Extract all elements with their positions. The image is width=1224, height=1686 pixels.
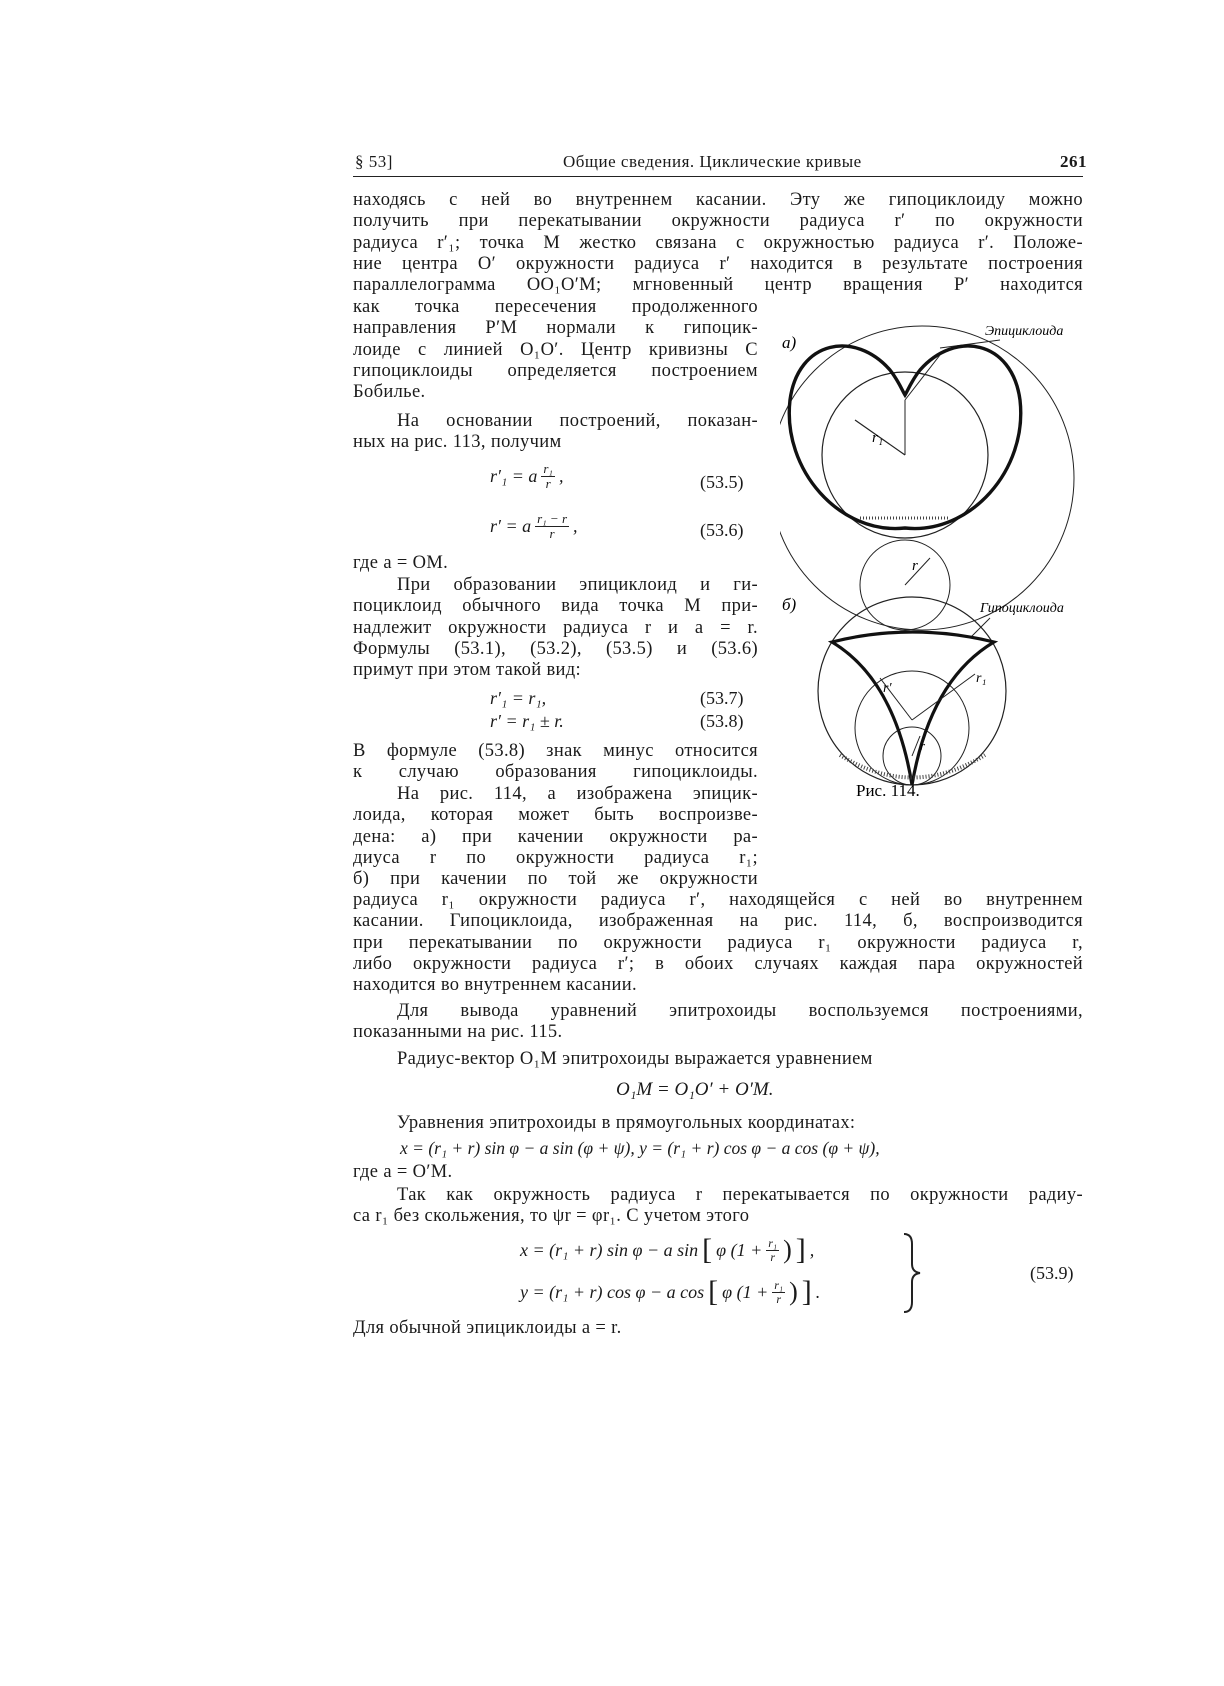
- text-line: надлежит окружности радиуса r и a = r.: [353, 617, 758, 638]
- eq-y-part: y = (r₁ + r) cos φ − a cos: [520, 1281, 705, 1302]
- figure-label-a: а): [782, 333, 797, 352]
- figure-114: [780, 300, 1100, 870]
- equation-number-53-5: (53.5): [700, 472, 744, 492]
- eq-fraction: [772, 1279, 785, 1306]
- eq-53-9-y-row: [520, 1274, 820, 1310]
- text-line: На рис. 114, a изображена эпицик-: [397, 784, 758, 804]
- running-title: Общие сведения. Циклические кривые: [563, 152, 862, 171]
- text-line: ние центра O′ окружности радиуса r′ находится в результате построения: [353, 253, 1083, 274]
- equation-number-53-9: (53.9): [1030, 1263, 1074, 1283]
- vector-equation: O₁M = O₁O′ + O′M.: [616, 1079, 774, 1100]
- text-line: касании. Гипоциклоида, изображенная на рис. 114, б, воспроизводится: [353, 911, 1083, 932]
- equation-53-8: r′ = r₁ ± r.: [490, 711, 564, 731]
- eq-inner: φ (1 +: [722, 1281, 769, 1302]
- eq-y-end: .: [815, 1281, 821, 1302]
- text-line: направления P′M нормали к гипоцик-: [353, 318, 758, 339]
- paren-close: ): [783, 1235, 792, 1264]
- eq-fraction: [766, 1237, 779, 1264]
- label-r-a: r: [912, 558, 918, 574]
- equation-number-53-6: (53.6): [700, 520, 744, 540]
- text-line: б) при качении по той же окружности: [353, 869, 758, 890]
- text-line: При образовании эпициклоид и ги-: [397, 575, 758, 595]
- text-line: поциклоид обычного вида точка M при-: [353, 596, 758, 617]
- equation-number-53-8: (53.8): [700, 711, 744, 731]
- text-line: В формуле (53.8) знак минус относится: [353, 741, 758, 761]
- figure-caption: Рис. 114.: [856, 781, 920, 800]
- eq-tail: ,: [558, 466, 564, 486]
- bracket-close: ]: [801, 1275, 812, 1308]
- radius-vector-line: Радиус-вектор O₁M эпитрохоиды выражается уравнением: [397, 1049, 873, 1069]
- hypocycloid-curve: [832, 632, 994, 785]
- text-line: лоида, которая может быть воспроизве-: [353, 805, 758, 826]
- text-line: параллелограмма OO₁O′M; мгновенный центр вращения P′ находится: [353, 275, 1083, 296]
- equation-53-7: r′₁ = r₁,: [490, 688, 547, 708]
- label-r1-b: r₁: [976, 671, 987, 686]
- text-line: Для вывода уравнений эпитрохоиды воспользуемся построениями,: [397, 1001, 1083, 1021]
- equation-53-9: [520, 1232, 820, 1310]
- eq-53-9-x-row: [520, 1232, 820, 1268]
- text-line: Бобилье.: [353, 382, 426, 403]
- coords-intro: Уравнения эпитрохоиды в прямоугольных координатах:: [397, 1113, 856, 1133]
- text-line: к случаю образования гипоциклоиды.: [353, 762, 758, 783]
- text-line: показанными на рис. 115.: [353, 1022, 563, 1043]
- text-line: как точка пересечения продолженного: [353, 297, 758, 317]
- text-line: Так как окружность радиуса r перекатывается по окружности радиу-: [397, 1185, 1083, 1205]
- bracket-close: ]: [795, 1233, 806, 1266]
- text-line: при перекатывании по окружности радиуса r₁ окружности радиуса r,: [353, 932, 1083, 953]
- text-line: находясь с ней во внутреннем касании. Эту же гипоциклоиду можно: [353, 190, 1083, 210]
- label-r-b: r: [920, 738, 926, 753]
- frac-den: r: [545, 476, 551, 491]
- bracket-open: [: [702, 1233, 713, 1266]
- equation-53-5: [490, 462, 563, 491]
- eq-x-part: x = (r₁ + r) sin φ − a sin: [520, 1239, 699, 1260]
- frac-den: r: [770, 1249, 776, 1264]
- eq-fraction: [535, 512, 569, 541]
- paragraph-full-3: [353, 1185, 1083, 1228]
- frac-den: r: [549, 526, 555, 541]
- frac-num: r₁: [774, 1277, 784, 1292]
- rolling-circle-b1: [855, 671, 969, 785]
- text-line: са r₁ без скольжения, то ψr = φr₁. С учетом этого: [353, 1206, 750, 1227]
- paragraph-left-5: [353, 784, 758, 890]
- section-marker: § 53]: [355, 152, 393, 171]
- text-line: находится во внутреннем касании.: [353, 975, 637, 996]
- text-line: либо окружности радиуса r′; в обоих случаях каждая пара окружностей: [353, 953, 1083, 974]
- text-line: ных на рис. 113, получим: [353, 432, 562, 453]
- equation-number-53-7: (53.7): [700, 688, 744, 708]
- eq-fraction: [541, 462, 555, 491]
- figure-label-b: б): [782, 595, 797, 614]
- paragraph-top: [353, 190, 1083, 296]
- eq-x-end: ,: [809, 1239, 815, 1260]
- text-line: дена: а) при качении окружности ра-: [353, 826, 758, 847]
- page-number: 261: [1060, 152, 1087, 171]
- label-rprime-b: r′: [883, 681, 892, 696]
- paragraph-left-4: [353, 741, 758, 784]
- label-r1-a: r₁: [872, 430, 884, 446]
- eq-lhs: r′₁ = a: [490, 466, 538, 486]
- bracket-open: [: [708, 1275, 719, 1308]
- text-line: примут при этом такой вид:: [353, 660, 582, 681]
- text-line: лоиде с линией O₁O′. Центр кривизны C: [353, 339, 758, 360]
- coords-equation: x = (r₁ + r) sin φ − a sin (φ + ψ), y = (r₁ + r) cos φ − a cos (φ + ψ),: [400, 1138, 880, 1158]
- figure-name-a: Эпициклоида: [985, 324, 1064, 339]
- frac-den: r: [776, 1291, 781, 1306]
- eq-tail: ,: [573, 516, 578, 536]
- eq-inner: φ (1 +: [716, 1239, 763, 1260]
- paren-close: ): [789, 1277, 798, 1306]
- where-line-2: где a = O′M.: [353, 1162, 453, 1182]
- paragraph-left-1: [353, 297, 758, 403]
- eq-lhs: r′ = a: [490, 516, 532, 536]
- equation-53-6: [490, 512, 578, 541]
- text-line: радиуса r′₁; точка M жестко связана с окружностью радиуса r′. Положе-: [353, 232, 1083, 253]
- text-line: диуса r по окружности радиуса r₁;: [353, 847, 758, 868]
- paragraph-left-2: [353, 411, 758, 454]
- paragraph-full-1: [353, 890, 1083, 996]
- system-brace: [900, 1232, 924, 1314]
- text-line: гипоциклоиды определяется построением: [353, 360, 758, 381]
- text-line: Формулы (53.1), (53.2), (53.5) и (53.6): [353, 638, 758, 659]
- final-line: Для обычной эпициклоиды a = r.: [353, 1318, 622, 1338]
- header-rule: [353, 176, 1083, 177]
- paragraph-left-3: [353, 575, 758, 681]
- frac-num: r₁: [543, 461, 553, 476]
- where-line-1: где a = OM.: [353, 553, 449, 573]
- text-line: На основании построений, показан-: [397, 411, 758, 431]
- frac-num: r₁ − r: [537, 511, 568, 526]
- paragraph-full-2: [353, 1001, 1083, 1044]
- figure-name-b: Гипоциклоида: [980, 601, 1064, 616]
- frac-num: r₁: [768, 1235, 778, 1250]
- text-line: получить при перекатывании окружности радиуса r′ по окружности: [353, 211, 1083, 232]
- text-line: радиуса r₁ окружности радиуса r′, находящейся с ней во внутреннем: [353, 890, 1083, 910]
